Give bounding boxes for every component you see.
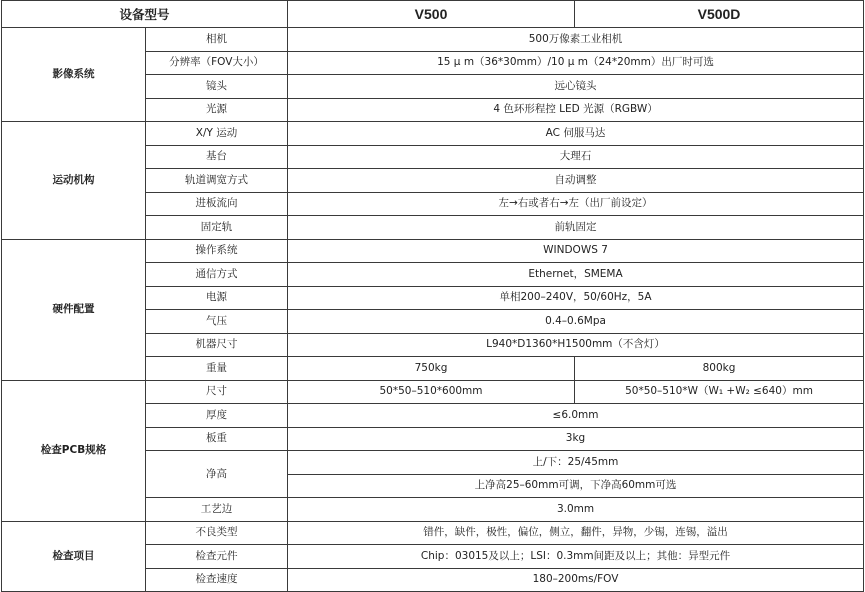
row-label: 不良类型 bbox=[146, 521, 288, 545]
row-label: 尺寸 bbox=[146, 380, 288, 404]
row-label: 净高 bbox=[146, 451, 288, 498]
category-inspection: 检查项目 bbox=[2, 521, 146, 592]
table-row bbox=[2, 122, 864, 146]
row-value: 3kg bbox=[288, 427, 864, 451]
row-label: 工艺边 bbox=[146, 498, 288, 522]
model-v500: V500 bbox=[288, 1, 575, 28]
row-label: 相机 bbox=[146, 28, 288, 52]
row-value: 错件，缺件，极性，偏位，侧立，翻件，异物，少锡，连锡，溢出 bbox=[288, 521, 864, 545]
row-label: 厚度 bbox=[146, 404, 288, 428]
row-value: ≤6.0mm bbox=[288, 404, 864, 428]
row-label: 检查速度 bbox=[146, 568, 288, 592]
row-value: 远心镜头 bbox=[288, 75, 864, 99]
row-value-v500d: 50*50–510*W（W₁ +W₂ ≤640）mm bbox=[575, 380, 864, 404]
row-value: 500万像素工业相机 bbox=[288, 28, 864, 52]
table-row bbox=[2, 521, 864, 545]
table-row bbox=[2, 239, 864, 263]
row-value: AC 伺服马达 bbox=[288, 122, 864, 146]
row-value: 左→右或者右→左（出厂前设定） bbox=[288, 192, 864, 216]
category-pcb-spec: 检查PCB规格 bbox=[2, 380, 146, 521]
row-value: 自动调整 bbox=[288, 169, 864, 193]
header-label: 设备型号 bbox=[2, 1, 288, 28]
row-label: 重量 bbox=[146, 357, 288, 381]
row-value: 上/下：25/45mm bbox=[288, 451, 864, 475]
row-value-v500: 750kg bbox=[288, 357, 575, 381]
row-label: 气压 bbox=[146, 310, 288, 334]
row-label: 分辨率（FOV大小） bbox=[146, 51, 288, 75]
row-label: 检查元件 bbox=[146, 545, 288, 569]
row-label: 电源 bbox=[146, 286, 288, 310]
category-imaging: 影像系统 bbox=[2, 28, 146, 122]
row-value: L940*D1360*H1500mm（不含灯） bbox=[288, 333, 864, 357]
row-value: 上净高25–60mm可调，下净高60mm可选 bbox=[288, 474, 864, 498]
row-value: 180–200ms/FOV bbox=[288, 568, 864, 592]
row-label: 板重 bbox=[146, 427, 288, 451]
row-label: X/Y 运动 bbox=[146, 122, 288, 146]
row-label: 通信方式 bbox=[146, 263, 288, 287]
row-value: 15 μ m（36*30mm）/10 μ m（24*20mm）出厂时可选 bbox=[288, 51, 864, 75]
row-label: 进板流向 bbox=[146, 192, 288, 216]
row-value-v500d: 800kg bbox=[575, 357, 864, 381]
row-label: 镜头 bbox=[146, 75, 288, 99]
row-value: 4 色环形程控 LED 光源（RGBW） bbox=[288, 98, 864, 122]
row-value: 大理石 bbox=[288, 145, 864, 169]
table-row bbox=[2, 28, 864, 52]
row-label: 固定轨 bbox=[146, 216, 288, 240]
row-label: 基台 bbox=[146, 145, 288, 169]
category-motion: 运动机构 bbox=[2, 122, 146, 240]
row-value: 单相200–240V，50/60Hz，5A bbox=[288, 286, 864, 310]
row-label: 轨道调宽方式 bbox=[146, 169, 288, 193]
row-value: 0.4–0.6Mpa bbox=[288, 310, 864, 334]
row-label: 光源 bbox=[146, 98, 288, 122]
row-value: 3.0mm bbox=[288, 498, 864, 522]
row-value: Chip：03015及以上；LSI：0.3mm间距及以上；其他：异型元件 bbox=[288, 545, 864, 569]
spec-table bbox=[1, 0, 864, 592]
category-hardware: 硬件配置 bbox=[2, 239, 146, 380]
row-value: WINDOWS 7 bbox=[288, 239, 864, 263]
header-row bbox=[2, 1, 864, 28]
row-value: 前轨固定 bbox=[288, 216, 864, 240]
row-label: 操作系统 bbox=[146, 239, 288, 263]
row-label: 机器尺寸 bbox=[146, 333, 288, 357]
model-v500d: V500D bbox=[575, 1, 864, 28]
row-value-v500: 50*50–510*600mm bbox=[288, 380, 575, 404]
table-row bbox=[2, 380, 864, 404]
row-value: Ethernet，SMEMA bbox=[288, 263, 864, 287]
